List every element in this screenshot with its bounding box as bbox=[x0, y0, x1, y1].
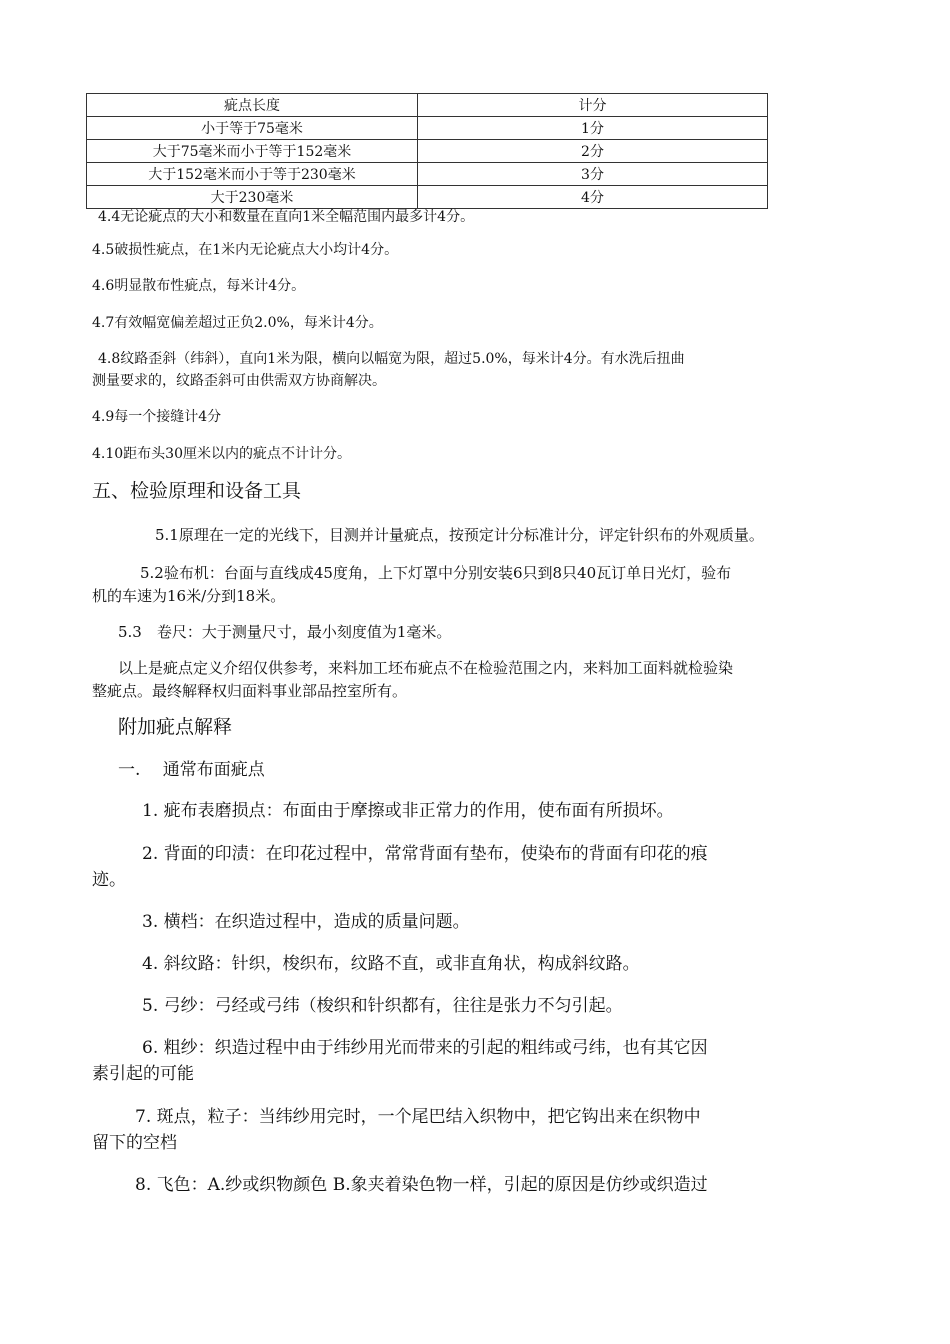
list-item: 1. 疵布表磨损点：布面由于摩擦或非正常力的作用，使布面有所损坏。 bbox=[142, 801, 674, 821]
header-score: 计分 bbox=[418, 94, 768, 117]
rule-4-6: 4.6明显散布性疵点，每米计4分。 bbox=[92, 278, 306, 294]
para-5-2-line2: 机的车速为16米/分到18米。 bbox=[92, 587, 286, 605]
table-cell: 大于230毫米 bbox=[87, 186, 418, 209]
scoring-table bbox=[86, 93, 768, 209]
list-item: 5. 弓纱：弓经或弓纬（梭织和针织都有，往往是张力不匀引起。 bbox=[142, 996, 623, 1016]
list-item-continued: 迹。 bbox=[92, 870, 126, 890]
table-header-row bbox=[87, 94, 768, 117]
list-item: 2. 背面的印渍：在印花过程中，常常背面有垫布，使染布的背面有印花的痕 bbox=[142, 844, 708, 864]
rule-4-8-line2: 测量要求的，纹路歪斜可由供需双方协商解决。 bbox=[92, 373, 386, 389]
rule-4-5: 4.5破损性疵点，在1米内无论疵点大小均计4分。 bbox=[92, 242, 399, 258]
table-cell: 1分 bbox=[418, 117, 768, 140]
note-line1: 以上是疵点定义介绍仅供参考，来料加工坯布疵点不在检验范围之内，来料加工面料就检验染 bbox=[118, 659, 734, 677]
table-cell: 大于152毫米而小于等于230毫米 bbox=[87, 163, 418, 186]
section-5-title: 五、检验原理和设备工具 bbox=[92, 480, 302, 502]
table-cell: 4分 bbox=[418, 186, 768, 209]
rule-4-7: 4.7有效幅宽偏差超过正负2.0%，每米计4分。 bbox=[92, 315, 383, 331]
rule-4-8-line1: 4.8纹路歪斜（纬斜），直向1米为限，横向以幅宽为限，超过5.0%，每米计4分。有水洗后扭曲 bbox=[98, 351, 685, 367]
table-cell: 小于等于75毫米 bbox=[87, 117, 418, 140]
list-item-continued: 素引起的可能 bbox=[92, 1064, 194, 1084]
table-row bbox=[87, 117, 768, 140]
rule-4-10: 4.10距布头30厘米以内的疵点不计计分。 bbox=[92, 446, 351, 462]
header-defect-length: 疵点长度 bbox=[87, 94, 418, 117]
para-5-2-line1: 5.2验布机：台面与直线成45度角，上下灯罩中分别安装6只到8只40瓦订单日光灯，验布 bbox=[140, 564, 732, 582]
rule-4-4: 4.4无论疵点的大小和数量在直向1米全幅范围内最多计4分。 bbox=[98, 209, 475, 225]
table-row bbox=[87, 163, 768, 186]
table-cell: 2分 bbox=[418, 140, 768, 163]
table-cell: 大于75毫米而小于等于152毫米 bbox=[87, 140, 418, 163]
appendix-title: 附加疵点解释 bbox=[118, 716, 233, 738]
para-5-3: 5.3 卷尺：大于测量尺寸，最小刻度值为1毫米。 bbox=[118, 623, 452, 641]
list-item: 4. 斜纹路：针织，梭织布，纹路不直，或非直角状，构成斜纹路。 bbox=[142, 954, 640, 974]
list-item: 3. 横档：在织造过程中，造成的质量问题。 bbox=[142, 912, 470, 932]
table-row bbox=[87, 140, 768, 163]
para-5-1: 5.1原理在一定的光线下，目测并计量疵点，按预定计分标准计分，评定针织布的外观质量。 bbox=[155, 526, 764, 544]
appendix-subtitle: 一. 通常布面疵点 bbox=[118, 760, 265, 780]
list-item: 7. 斑点，粒子：当纬纱用完时，一个尾巴结入织物中，把它钩出来在织物中 bbox=[135, 1107, 701, 1127]
list-item: 8. 飞色：A.纱或织物颜色 B.象夹着染色物一样，引起的原因是仿纱或织造过 bbox=[135, 1175, 708, 1195]
table-cell: 3分 bbox=[418, 163, 768, 186]
list-item-continued: 留下的空档 bbox=[92, 1133, 177, 1153]
rule-4-9: 4.9每一个接缝计4分 bbox=[92, 409, 222, 425]
note-line2: 整疵点。最终解释权归面料事业部品控室所有。 bbox=[92, 682, 408, 700]
list-item: 6. 粗纱：织造过程中由于纬纱用光而带来的引起的粗纬或弓纬，也有其它因 bbox=[142, 1038, 708, 1058]
